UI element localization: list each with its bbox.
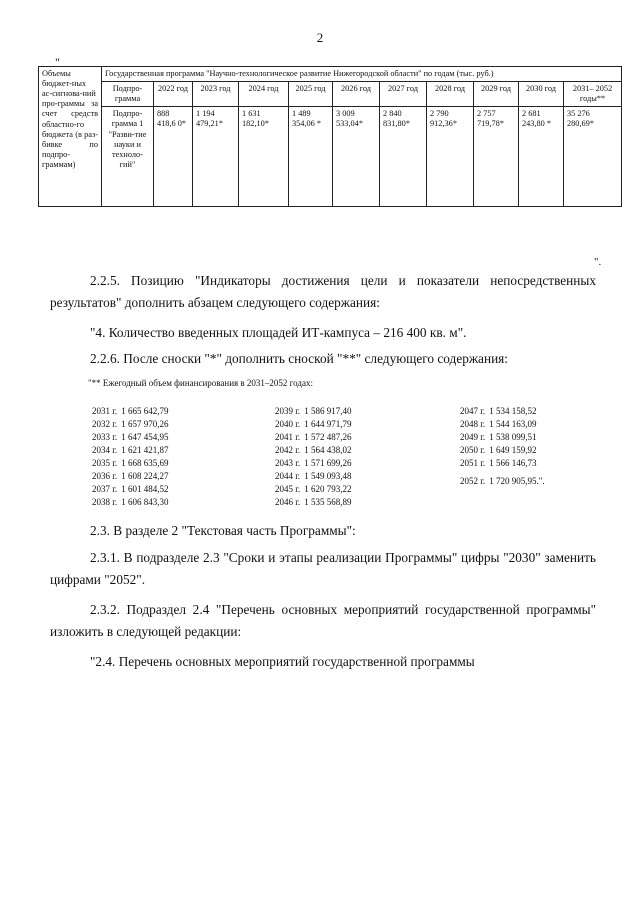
footnote-year: 2037 г. [92,484,118,494]
footnote-row [92,496,169,509]
footnote-year: 2041 г. [275,432,301,442]
footnote-amount: 1 647 454,95 [119,432,169,442]
program-header: Государственная программа "Научно-технологическое развитие Нижегородской области" по годам (тыс. руб.) [102,67,622,82]
footnote-column-2 [275,405,352,509]
footnote-row [92,418,169,431]
amount-cell: 2 681 243,80 * [519,107,564,207]
footnote-year: 2045 г. [275,484,301,494]
footnote-row [275,418,352,431]
allocations-header: Объемы бюджет-ных ас-сигнова-ний про-граммы за счет средств областно-го бюджета (в раз-бивке по подпро-граммам) [39,67,102,207]
paragraph-2-4-heading: "2.4. Перечень основных мероприятий государственной программы [90,654,475,669]
footnote-year: 2048 г. [460,419,486,429]
footnote-row [275,405,352,418]
amount-cell: 888 418,6 0* [154,107,193,207]
footnote-amount: 1 601 484,52 [119,484,169,494]
footnote-year: 2040 г. [275,419,301,429]
footnote-amount: 1 564 438,02 [302,445,352,455]
footnote-year: 2042 г. [275,445,301,455]
footnote-amount: 1 572 487,26 [302,432,352,442]
footnote-row [275,444,352,457]
footnote-amount: 1 665 642,79 [119,406,169,416]
footnote-row [460,405,545,418]
footnote-year: 2051 г. [460,458,486,468]
footnote-row [92,405,169,418]
amount-cell: 1 194 479,21* [193,107,239,207]
paragraph-2-2-6: 2.2.6. После сноски "*" дополнить сноской "**" следующего содержания: [90,351,508,366]
footnote-row [460,457,545,470]
year-header: 2024 год [239,82,289,107]
amount-cell: 2 840 831,80* [380,107,427,207]
footnote-row [275,470,352,483]
year-header: 2031– 2052 годы** [564,82,622,107]
footnote-year: 2052 г. [460,476,486,486]
footnote-row [275,431,352,444]
footnote-amount: 1 621 421,87 [119,445,169,455]
footnote-year: 2035 г. [92,458,118,468]
amount-cell: 2 790 912,36* [427,107,474,207]
footnote-amount: 1 571 699,26 [302,458,352,468]
footnote-row [275,457,352,470]
subprogram-header: Подпро-грамма [102,82,154,107]
paragraph-indicator-4: "4. Количество введенных площадей ИТ-кампуса – 216 400 кв. м". [90,325,467,340]
amount-cell: 2 757 719,78* [474,107,519,207]
amount-cell: 1 489 354,06 * [289,107,333,207]
footnote-amount: 1 534 158,52 [487,406,537,416]
footnote-amount: 1 620 793,22 [302,484,352,494]
footnote-year: 2031 г. [92,406,118,416]
year-header: 2030 год [519,82,564,107]
footnote-year: 2036 г. [92,471,118,481]
footnote-year: 2033 г. [92,432,118,442]
footnote-year: 2049 г. [460,432,486,442]
footnote-amount: 1 549 093,48 [302,471,352,481]
footnote-year: 2034 г. [92,445,118,455]
budget-table [38,66,622,207]
footnote-row [460,431,545,444]
closing-quote: ". [594,256,602,268]
footnote-row [275,483,352,496]
footnote-amount: 1 535 568,89 [302,497,352,507]
paragraph-2-3-2: 2.3.2. Подраздел 2.4 "Перечень основных мероприятий государственной программы" изложить в следующей редакции: [50,602,596,639]
amount-cell: 1 631 182,10* [239,107,289,207]
footnote-year: 2046 г. [275,497,301,507]
footnote-year: 2032 г. [92,419,118,429]
footnote-amount: 1 586 917,40 [302,406,352,416]
footnote-row [92,470,169,483]
footnote-column-1 [92,405,169,509]
footnote-amount: 1 720 905,95.". [487,476,545,486]
footnote-year: 2043 г. [275,458,301,468]
footnote-amount: 1 668 635,69 [119,458,169,468]
year-header: 2025 год [289,82,333,107]
paragraph-2-3: 2.3. В разделе 2 "Текстовая часть Программы": [90,523,356,538]
year-header: 2022 год [154,82,193,107]
footnote-year: 2047 г. [460,406,486,416]
year-header: 2028 год [427,82,474,107]
footnote-row [460,418,545,431]
footnote-year: 2044 г. [275,471,301,481]
opening-quote: " [55,55,60,69]
amount-cell: 35 276 280,69* [564,107,622,207]
footnote-year: 2038 г. [92,497,118,507]
footnote-row [275,496,352,509]
year-header: 2023 год [193,82,239,107]
footnote-row [92,483,169,496]
footnote-year: 2039 г. [275,406,301,416]
year-header: 2029 год [474,82,519,107]
footnote-amount: 1 649 159,92 [487,445,537,455]
footnote-amount: 1 657 970,26 [119,419,169,429]
subprogram-name: Подпро-грамма 1 "Разви-тие науки и техноло-гий" [102,107,154,207]
footnote-row [460,444,545,457]
footnote-year: 2050 г. [460,445,486,455]
footnote-row [92,431,169,444]
paragraph-2-3-1: 2.3.1. В подразделе 2.3 "Сроки и этапы реализации Программы" цифры "2030" заменить цифрами "2052". [50,550,596,587]
footnote-amount: 1 644 971,79 [302,419,352,429]
footnote-amount: 1 608 224,27 [119,471,169,481]
paragraph-2-2-5: 2.2.5. Позицию "Индикаторы достижения цели и показатели непосредственных результатов" дополнить абзацем следующего содержания: [50,273,596,310]
footnote-column-3 [460,405,545,488]
page-number: 2 [316,30,324,45]
footnote-row [92,444,169,457]
footnote-amount: 1 606 843,30 [119,497,169,507]
footnote-row [460,475,545,488]
footnote-amount: 1 544 163,09 [487,419,537,429]
footnote-amount: 1 538 099,51 [487,432,537,442]
footnote-amount: 1 566 146,73 [487,458,537,468]
footnote-heading: "** Ежегодный объем финансирования в 2031–2052 годах: [88,378,313,388]
amount-cell: 3 009 533,04* [333,107,380,207]
year-header: 2027 год [380,82,427,107]
year-header: 2026 год [333,82,380,107]
footnote-row [92,457,169,470]
